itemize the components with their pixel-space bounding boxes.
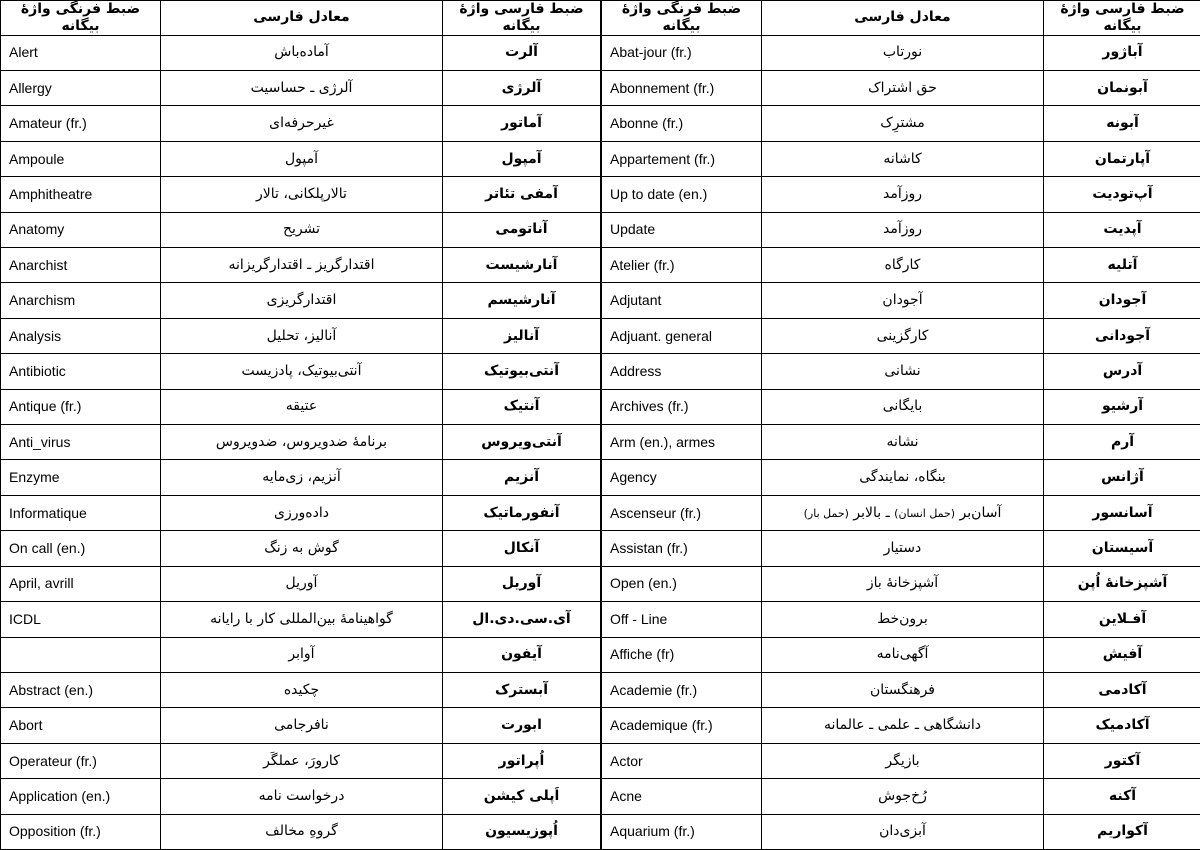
cell-persian-equivalent: روزآمد xyxy=(762,177,1044,212)
cell-foreign-term: Informatique xyxy=(1,495,161,530)
table-row xyxy=(602,35,1200,70)
table-row xyxy=(1,283,601,318)
cell-persian-transliteration: آنزیم xyxy=(443,460,601,495)
cell-persian-transliteration: آپ‌تودیت xyxy=(1044,177,1200,212)
cell-persian-equivalent: آماده‌باش xyxy=(161,35,443,70)
cell-persian-equivalent: حق اشتراک xyxy=(762,71,1044,106)
cell-foreign-term: Analysis xyxy=(1,318,161,353)
table-row xyxy=(1,248,601,283)
cell-persian-equivalent: رُخ‌جوش xyxy=(762,779,1044,814)
cell-persian-transliteration: آرشیو xyxy=(1044,389,1200,424)
header-persian: معادل فارسی xyxy=(161,1,443,36)
cell-foreign-term: Amphitheatre xyxy=(1,177,161,212)
cell-foreign-term: Agency xyxy=(602,460,762,495)
cell-persian-transliteration: آنتی‌بیوتیک xyxy=(443,354,601,389)
cell-persian-transliteration: آبونه xyxy=(1044,106,1200,141)
cell-foreign-term: Ampoule xyxy=(1,141,161,176)
table-row xyxy=(1,212,601,247)
table-row xyxy=(602,460,1200,495)
cell-foreign-term: Aquarium (fr.) xyxy=(602,814,762,849)
table-row xyxy=(602,177,1200,212)
cell-persian-transliteration: آنارشیست xyxy=(443,248,601,283)
table-row xyxy=(602,389,1200,424)
cell-foreign-term: Enzyme xyxy=(1,460,161,495)
table-header-left xyxy=(1,1,601,36)
cell-foreign-term: Abonne (fr.) xyxy=(602,106,762,141)
cell-persian-transliteration: آیفون xyxy=(443,637,601,672)
cell-foreign-term: Anarchism xyxy=(1,283,161,318)
cell-persian-transliteration: آوریل xyxy=(443,566,601,601)
cell-persian-equivalent: برون‌خط xyxy=(762,602,1044,637)
cell-foreign-term: On call (en.) xyxy=(1,531,161,566)
cell-foreign-term: Antique (fr.) xyxy=(1,389,161,424)
table-row xyxy=(1,425,601,460)
cell-foreign-term: Antibiotic xyxy=(1,354,161,389)
cell-persian-equivalent: بایگانی xyxy=(762,389,1044,424)
cell-foreign-term: Update xyxy=(602,212,762,247)
cell-persian-transliteration: آشپزخانهٔ اُپن xyxy=(1044,566,1200,601)
header-foreign: ضبط فرنگی واژهٔ بیگانه xyxy=(1,1,161,36)
cell-foreign-term: Amateur (fr.) xyxy=(1,106,161,141)
cell-persian-transliteration: آکنه xyxy=(1044,779,1200,814)
cell-foreign-term: Abort xyxy=(1,708,161,743)
table-row xyxy=(602,743,1200,778)
cell-persian-equivalent: گوش به زنگ xyxy=(161,531,443,566)
header-row xyxy=(1,1,601,36)
cell-persian-equivalent: کارگاه xyxy=(762,248,1044,283)
table-row xyxy=(602,141,1200,176)
table-row xyxy=(1,460,601,495)
cell-foreign-term: Operateur (fr.) xyxy=(1,743,161,778)
table-row xyxy=(1,566,601,601)
cell-persian-equivalent: غیرحرفه‌ای xyxy=(161,106,443,141)
cell-persian-equivalent: نشانه xyxy=(762,425,1044,460)
table-header-right xyxy=(602,1,1200,36)
cell-persian-transliteration: آجودان xyxy=(1044,283,1200,318)
table-row xyxy=(602,425,1200,460)
cell-persian-equivalent: گواهینامهٔ بین‌المللی کار با رایانه xyxy=(161,602,443,637)
table-row xyxy=(1,177,601,212)
cell-persian-transliteration: آلرت xyxy=(443,35,601,70)
cell-persian-equivalent: آمپول xyxy=(161,141,443,176)
cell-foreign-term: ICDL xyxy=(1,602,161,637)
cell-persian-transliteration: آناتومی xyxy=(443,212,601,247)
cell-persian-transliteration: آتلیه xyxy=(1044,248,1200,283)
cell-persian-equivalent: گروهِ مخالف xyxy=(161,814,443,849)
header-row xyxy=(602,1,1200,36)
cell-persian-equivalent: اقتدارگریزی xyxy=(161,283,443,318)
cell-persian-equivalent: آگهی‌نامه xyxy=(762,637,1044,672)
cell-foreign-term: Atelier (fr.) xyxy=(602,248,762,283)
cell-foreign-term: Address xyxy=(602,354,762,389)
table-row xyxy=(1,106,601,141)
table-row xyxy=(602,779,1200,814)
table-body-right xyxy=(602,35,1200,849)
cell-persian-equivalent: تشریح xyxy=(161,212,443,247)
cell-foreign-term: Academie (fr.) xyxy=(602,672,762,707)
table-row xyxy=(1,354,601,389)
cell-persian-equivalent: برنامهٔ ضدویروس، ضدویروس xyxy=(161,425,443,460)
table-row xyxy=(602,212,1200,247)
table-row xyxy=(602,283,1200,318)
table-row xyxy=(602,637,1200,672)
cell-persian-equivalent: دستیار xyxy=(762,531,1044,566)
cell-persian-transliteration: آژانس xyxy=(1044,460,1200,495)
cell-persian-transliteration: آبسترک xyxy=(443,672,601,707)
table-row xyxy=(1,495,601,530)
cell-foreign-term: Archives (fr.) xyxy=(602,389,762,424)
table-row xyxy=(602,318,1200,353)
cell-persian-transliteration: اُپراتور xyxy=(443,743,601,778)
table-row xyxy=(602,531,1200,566)
header-entry: ضبط فارسی واژهٔ بیگانه xyxy=(443,1,601,36)
table-row xyxy=(1,779,601,814)
cell-persian-equivalent: آنتی‌بیوتیک، پادزیست xyxy=(161,354,443,389)
cell-persian-transliteration: آنفورماتیک xyxy=(443,495,601,530)
table-row xyxy=(602,71,1200,106)
cell-foreign-term: Adjutant xyxy=(602,283,762,318)
cell-foreign-term: Abstract (en.) xyxy=(1,672,161,707)
cell-foreign-term: Allergy xyxy=(1,71,161,106)
table-row xyxy=(1,141,601,176)
table-row xyxy=(602,602,1200,637)
cell-persian-equivalent: اقتدارگریز ـ اقتدارگریزانه xyxy=(161,248,443,283)
cell-foreign-term: Academique (fr.) xyxy=(602,708,762,743)
table-row xyxy=(602,495,1200,530)
cell-foreign-term: Anarchist xyxy=(1,248,161,283)
cell-foreign-term: April, avrill xyxy=(1,566,161,601)
table-row xyxy=(1,672,601,707)
cell-foreign-term xyxy=(1,637,161,672)
cell-foreign-term: Adjuant. general xyxy=(602,318,762,353)
cell-persian-equivalent: آشپزخانهٔ باز xyxy=(762,566,1044,601)
cell-persian-transliteration: آسیستان xyxy=(1044,531,1200,566)
table-row xyxy=(602,566,1200,601)
cell-foreign-term: Open (en.) xyxy=(602,566,762,601)
cell-persian-equivalent: بنگاه، نمایندگی xyxy=(762,460,1044,495)
cell-persian-equivalent: نشانی xyxy=(762,354,1044,389)
cell-persian-equivalent: فرهنگستان xyxy=(762,672,1044,707)
cell-foreign-term: Abonnement (fr.) xyxy=(602,71,762,106)
table-body-left xyxy=(1,35,601,849)
table-row xyxy=(602,814,1200,849)
cell-persian-transliteration: آماتور xyxy=(443,106,601,141)
table-row xyxy=(1,708,601,743)
table-row xyxy=(602,708,1200,743)
cell-persian-transliteration: آنکال xyxy=(443,531,601,566)
table-row xyxy=(1,531,601,566)
cell-persian-transliteration: آپارتمان xyxy=(1044,141,1200,176)
cell-foreign-term: Actor xyxy=(602,743,762,778)
cell-foreign-term: Opposition (fr.) xyxy=(1,814,161,849)
table-row xyxy=(1,389,601,424)
table-row xyxy=(1,602,601,637)
cell-persian-transliteration: آکواریم xyxy=(1044,814,1200,849)
cell-persian-transliteration: آفـلاین xyxy=(1044,602,1200,637)
cell-persian-equivalent: آسان‌بر (حمل انسان) ـ بالابر (حمل بار) xyxy=(762,495,1044,530)
cell-persian-equivalent: کارگزینی xyxy=(762,318,1044,353)
table-row xyxy=(602,248,1200,283)
cell-persian-equivalent: مشترِک xyxy=(762,106,1044,141)
cell-persian-transliteration: آلرژی xyxy=(443,71,601,106)
cell-foreign-term: Off - Line xyxy=(602,602,762,637)
cell-persian-transliteration: آکادمی xyxy=(1044,672,1200,707)
header-persian: معادل فارسی xyxy=(762,1,1044,36)
cell-persian-transliteration: آنارشیسم xyxy=(443,283,601,318)
cell-persian-transliteration: آمفی تئاتر xyxy=(443,177,601,212)
table-row xyxy=(1,743,601,778)
cell-foreign-term: Appartement (fr.) xyxy=(602,141,762,176)
cell-persian-transliteration: آباژور xyxy=(1044,35,1200,70)
header-foreign: ضبط فرنگی واژهٔ بیگانه xyxy=(602,1,762,36)
cell-foreign-term: Up to date (en.) xyxy=(602,177,762,212)
cell-persian-transliteration: اَپلی کیشن xyxy=(443,779,601,814)
cell-foreign-term: Alert xyxy=(1,35,161,70)
cell-persian-equivalent: کاشانه xyxy=(762,141,1044,176)
cell-persian-transliteration: آبونمان xyxy=(1044,71,1200,106)
cell-persian-equivalent: آجودان xyxy=(762,283,1044,318)
cell-persian-equivalent: آبزی‌دان xyxy=(762,814,1044,849)
cell-persian-transliteration: آسانسور xyxy=(1044,495,1200,530)
header-entry: ضبط فارسی واژهٔ بیگانه xyxy=(1044,1,1200,36)
cell-persian-equivalent: آنالیز، تحلیل xyxy=(161,318,443,353)
cell-persian-equivalent: آنزیم، زی‌مایه xyxy=(161,460,443,495)
cell-foreign-term: Affiche (fr) xyxy=(602,637,762,672)
cell-persian-transliteration: آنالیز xyxy=(443,318,601,353)
cell-persian-transliteration: آفیش xyxy=(1044,637,1200,672)
cell-foreign-term: Anatomy xyxy=(1,212,161,247)
cell-persian-transliteration: آکادمیک xyxy=(1044,708,1200,743)
cell-persian-equivalent: نورتاب xyxy=(762,35,1044,70)
cell-foreign-term: Ascenseur (fr.) xyxy=(602,495,762,530)
cell-persian-equivalent: آوابر xyxy=(161,637,443,672)
table-row xyxy=(1,35,601,70)
cell-persian-transliteration: آنتی‌ویروس xyxy=(443,425,601,460)
cell-persian-transliteration: آی.سی.دی.ال xyxy=(443,602,601,637)
table-row xyxy=(602,354,1200,389)
cell-foreign-term: Acne xyxy=(602,779,762,814)
cell-persian-equivalent: نافرجامی xyxy=(161,708,443,743)
table-row xyxy=(602,106,1200,141)
table-row xyxy=(1,318,601,353)
cell-foreign-term: Anti_virus xyxy=(1,425,161,460)
cell-persian-transliteration: آجودانی xyxy=(1044,318,1200,353)
cell-persian-equivalent: بازیگر xyxy=(762,743,1044,778)
cell-foreign-term: Abat-jour (fr.) xyxy=(602,35,762,70)
table-row xyxy=(1,637,601,672)
table-row xyxy=(602,672,1200,707)
cell-foreign-term: Arm (en.), armes xyxy=(602,425,762,460)
cell-persian-transliteration: آکتور xyxy=(1044,743,1200,778)
cell-persian-transliteration: ابورت xyxy=(443,708,601,743)
cell-persian-transliteration: آمپول xyxy=(443,141,601,176)
cell-persian-equivalent: چکیده xyxy=(161,672,443,707)
cell-persian-equivalent: تالارپلکانی، تالار xyxy=(161,177,443,212)
cell-persian-transliteration: آرم xyxy=(1044,425,1200,460)
cell-foreign-term: Assistan (fr.) xyxy=(602,531,762,566)
cell-persian-equivalent: آلرژی ـ حساسیت xyxy=(161,71,443,106)
cell-persian-equivalent: روزآمد xyxy=(762,212,1044,247)
cell-persian-equivalent: کارورَ، عملگَر xyxy=(161,743,443,778)
cell-persian-equivalent: دانشگاهی ـ علمی ـ عالمانه xyxy=(762,708,1044,743)
cell-persian-transliteration: آنتیک xyxy=(443,389,601,424)
cell-persian-transliteration: اُپوزیسیون xyxy=(443,814,601,849)
cell-persian-equivalent: درخواست نامه xyxy=(161,779,443,814)
cell-persian-equivalent: آوریل xyxy=(161,566,443,601)
cell-persian-equivalent: عتیقه xyxy=(161,389,443,424)
cell-persian-transliteration: آدرس xyxy=(1044,354,1200,389)
cell-persian-transliteration: آپدیت xyxy=(1044,212,1200,247)
glossary-table-right xyxy=(601,0,1200,850)
cell-persian-equivalent: داده‌ورزی xyxy=(161,495,443,530)
table-row xyxy=(1,71,601,106)
table-row xyxy=(1,814,601,849)
cell-foreign-term: Application (en.) xyxy=(1,779,161,814)
